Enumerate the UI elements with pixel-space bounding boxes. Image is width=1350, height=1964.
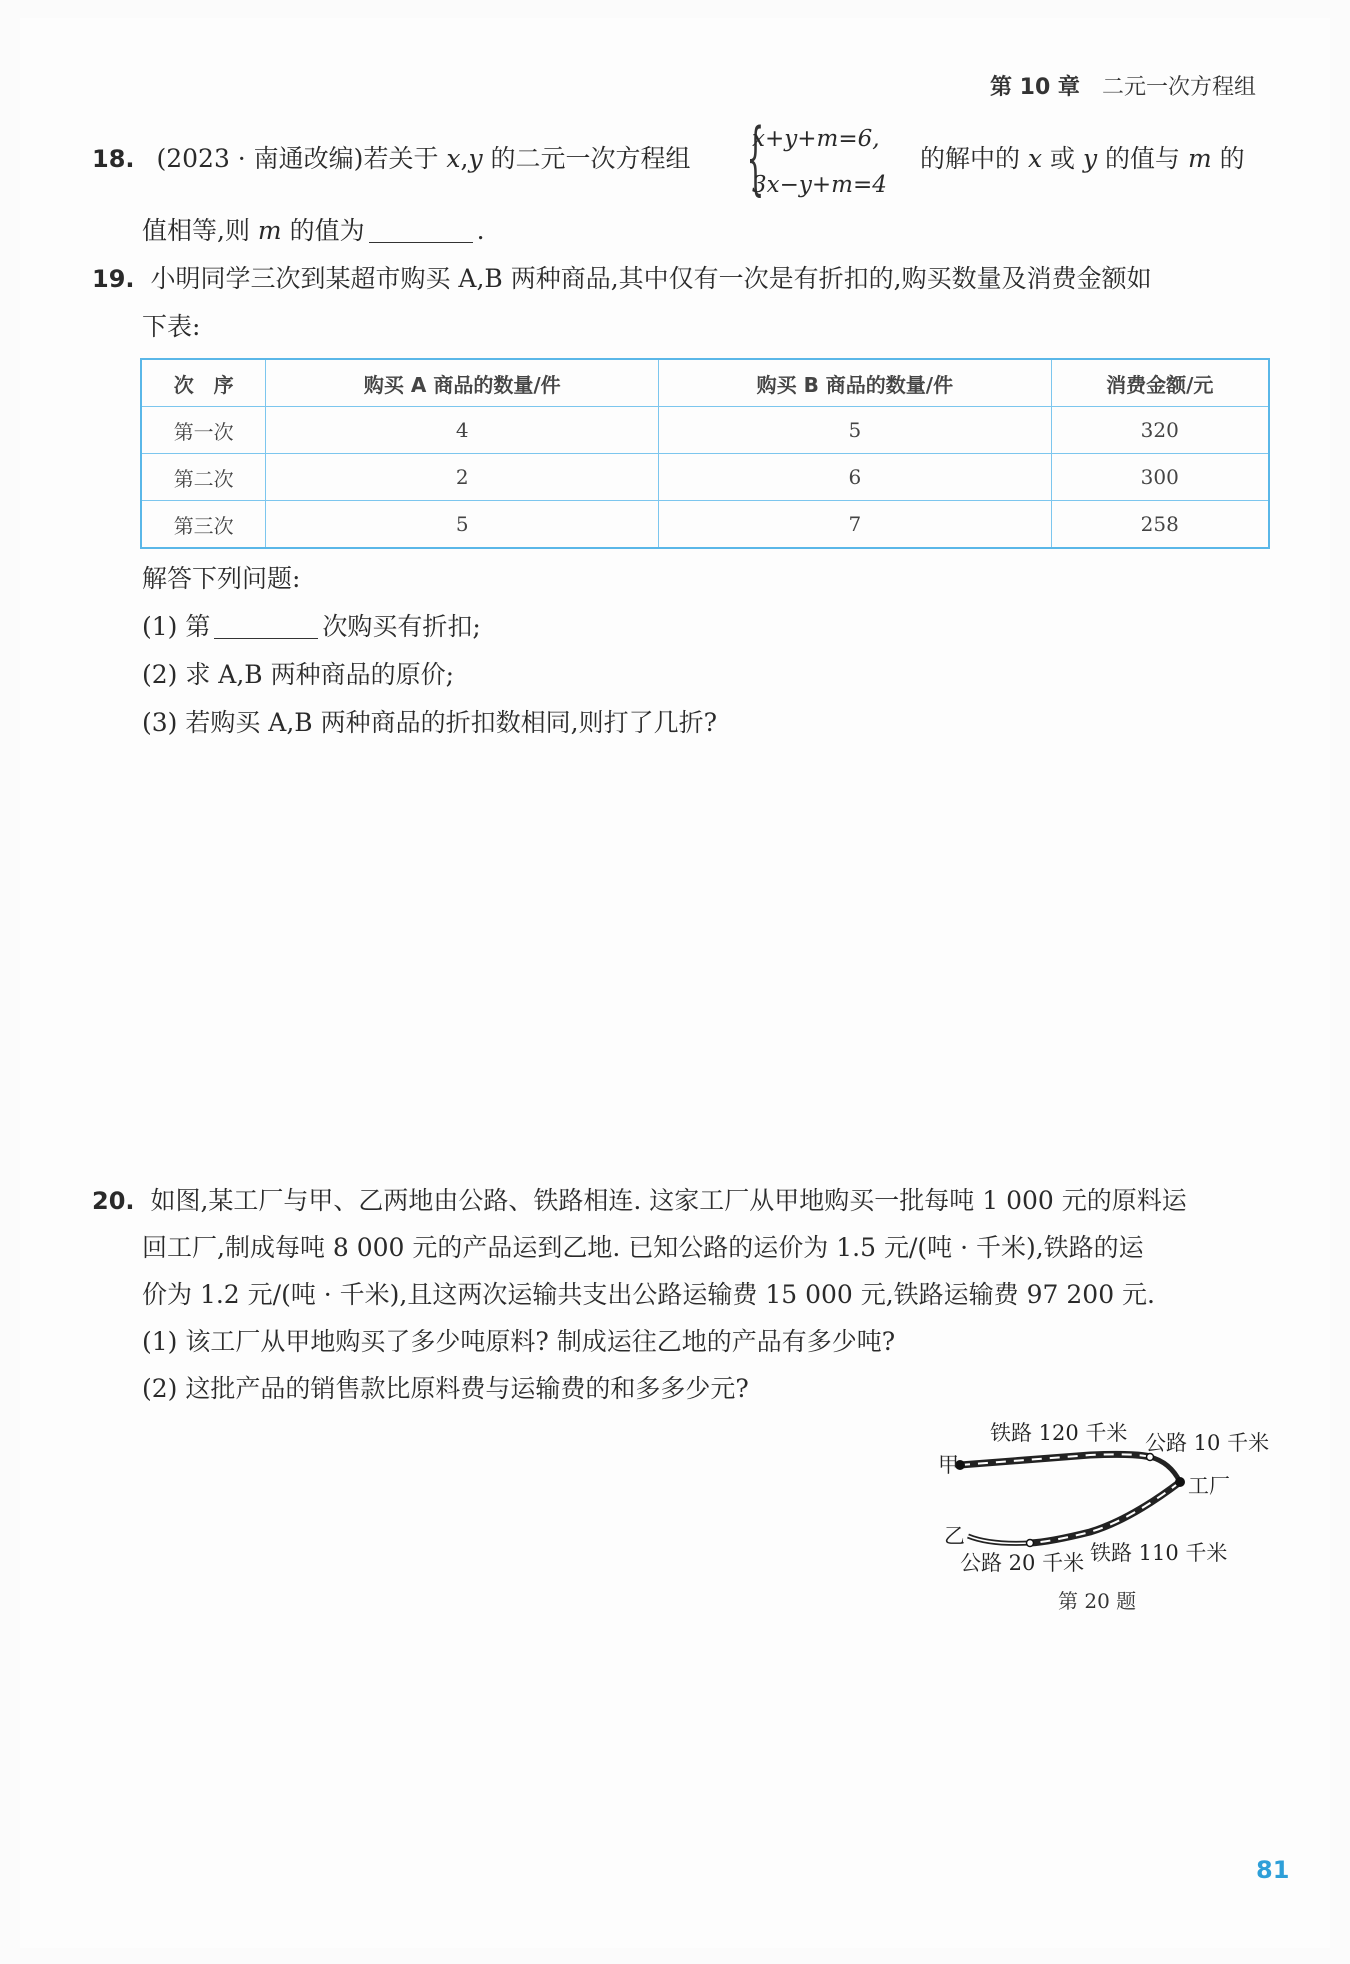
junction-point xyxy=(1027,1540,1034,1547)
table-cell: 258 xyxy=(1051,501,1269,549)
table-cell: 第一次 xyxy=(141,407,266,454)
factory-point xyxy=(1175,1477,1185,1487)
purchase-table xyxy=(140,358,1270,549)
q19-text: 小明同学三次到某超市购买 A,B 两种商品,其中仅有一次是有折扣的,购买数量及消费金额如 xyxy=(150,264,1152,293)
yi-label: 乙 xyxy=(944,1524,965,1548)
transport-diagram xyxy=(930,1410,1290,1620)
table-cell: 第三次 xyxy=(141,501,266,549)
q20-line2: 回工厂,制成每吨 8 000 元的产品运到乙地. 已知公路的运价为 1.5 元/(吨 · 千米),铁路的运 xyxy=(142,1233,1144,1262)
road-top-route xyxy=(1150,1457,1180,1482)
q18-text: 或 xyxy=(1042,144,1083,173)
period: . xyxy=(476,216,485,245)
table-cell: 2 xyxy=(266,454,659,501)
q19-sub3: (3) 若购买 A,B 两种商品的折扣数相同,则打了几折? xyxy=(142,708,717,737)
table-header-row xyxy=(141,359,1269,407)
table-cell: 320 xyxy=(1051,407,1269,454)
comma: , xyxy=(460,144,469,173)
answer-blank[interactable] xyxy=(369,216,473,243)
q19-sub1-text: (1) 第 xyxy=(142,612,211,641)
var-x: x xyxy=(1027,144,1043,173)
rail-top-route xyxy=(960,1454,1150,1465)
table-cell: 6 xyxy=(659,454,1051,501)
jia-label: 甲 xyxy=(938,1453,959,1477)
rail-bottom-route xyxy=(1030,1482,1180,1543)
q20-line3: 价为 1.2 元/(吨 · 千米),且这两次运输共支出公路运输费 15 000 元,铁路运输费 97 200 元. xyxy=(142,1280,1156,1309)
q18-number: 18. xyxy=(92,145,135,173)
table-cell: 7 xyxy=(659,501,1051,549)
q19-prompt: 解答下列问题: xyxy=(142,564,301,593)
var-m: m xyxy=(257,216,282,245)
table-cell: 5 xyxy=(659,407,1051,454)
q19-line2: 下表: xyxy=(142,312,201,341)
q18-line1-tail xyxy=(920,142,1245,176)
q20-line1 xyxy=(92,1184,1187,1218)
table-cell: 第二次 xyxy=(141,454,266,501)
q19-number: 19. xyxy=(92,265,135,293)
road-bottom-label: 公路 20 千米 xyxy=(960,1551,1085,1575)
rail-bottom-label: 铁路 110 千米 xyxy=(1090,1541,1228,1565)
equation-2: 3x−y+m=4 xyxy=(752,172,887,198)
table-header: 购买 A 商品的数量/件 xyxy=(266,359,659,407)
diagram-caption: 第 20 题 xyxy=(1058,1589,1137,1613)
var-y: y xyxy=(1082,144,1098,173)
table-cell: 4 xyxy=(266,407,659,454)
table-header: 次 序 xyxy=(141,359,266,407)
table-header: 消费金额/元 xyxy=(1051,359,1269,407)
q19-line1 xyxy=(92,262,1152,296)
table-row xyxy=(141,454,1269,501)
q18-text: 值相等,则 xyxy=(142,216,258,245)
q18-text: 的值为 xyxy=(281,216,365,245)
q20-text: 如图,某工厂与甲、乙两地由公路、铁路相连. 这家工厂从甲地购买一批每吨 1 000 元的原料运 xyxy=(150,1186,1187,1215)
var-m: m xyxy=(1188,144,1212,173)
q20-sub1: (1) 该工厂从甲地购买了多少吨原料? 制成运往乙地的产品有多少吨? xyxy=(142,1327,896,1356)
q19-sub2: (2) 求 A,B 两种商品的原价; xyxy=(142,660,455,689)
equation-1: x+y+m=6, xyxy=(752,126,880,152)
table-cell: 5 xyxy=(266,501,659,549)
table-cell: 300 xyxy=(1051,454,1269,501)
equation-brace: { xyxy=(746,111,765,204)
q18-text: 的值与 xyxy=(1097,144,1188,173)
chapter-title: 二元一次方程组 xyxy=(1101,75,1256,100)
road-top-label: 公路 10 千米 xyxy=(1145,1431,1270,1455)
q18-text: 的二元一次方程组 xyxy=(482,144,691,173)
q18-source: (2023 · 南通改编) xyxy=(156,144,364,173)
rail-bottom-ties xyxy=(1030,1482,1180,1543)
q18-line2 xyxy=(142,214,485,248)
var-x: x xyxy=(446,144,461,173)
q18-line1 xyxy=(92,142,691,176)
page xyxy=(20,18,1330,1948)
q19-sub1-text: 次购买有折扣; xyxy=(322,612,481,641)
table-header: 购买 B 商品的数量/件 xyxy=(659,359,1051,407)
q20-sub2: (2) 这批产品的销售款比原料费与运输费的和多多少元? xyxy=(142,1374,749,1403)
factory-label: 工厂 xyxy=(1188,1474,1230,1498)
var-y: y xyxy=(468,144,483,173)
q20-number: 20. xyxy=(92,1187,135,1215)
q19-sub1 xyxy=(142,610,481,644)
q18-text: 的 xyxy=(1211,144,1245,173)
chapter-number: 第 10 章 xyxy=(990,75,1080,100)
table-row xyxy=(141,407,1269,454)
q18-text: 的解中的 xyxy=(920,144,1028,173)
chapter-header xyxy=(990,70,1256,101)
q18-text: 若关于 xyxy=(363,144,447,173)
table-row xyxy=(141,501,1269,549)
answer-blank[interactable] xyxy=(214,612,318,639)
page-number: 81 xyxy=(1256,1856,1290,1884)
rail-top-label: 铁路 120 千米 xyxy=(990,1421,1128,1445)
